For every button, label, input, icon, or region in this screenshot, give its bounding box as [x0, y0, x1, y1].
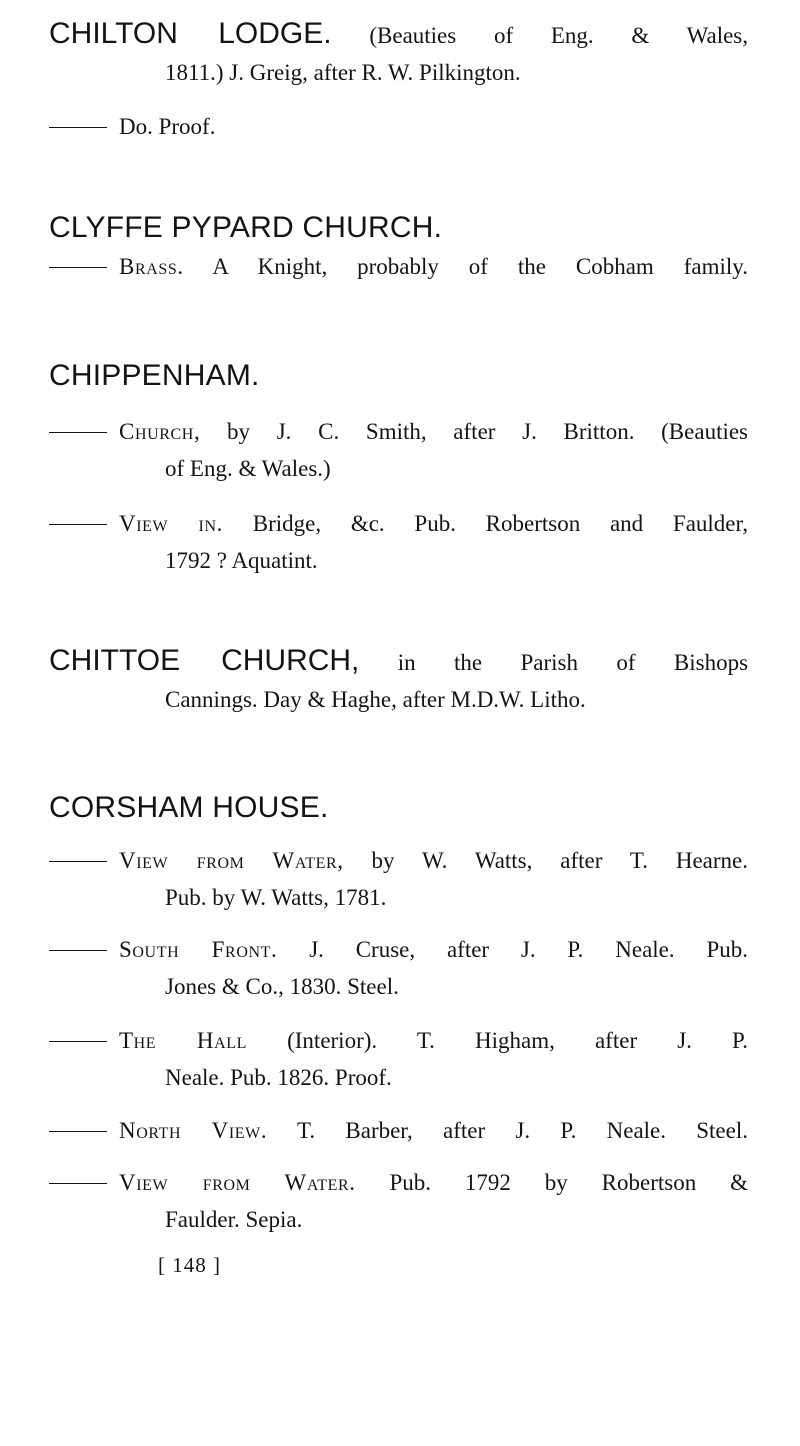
ditto-dash [49, 432, 107, 433]
entry-line [49, 842, 748, 879]
entry-text: T. Barber, after J. P. Neale. Steel. [297, 1118, 748, 1143]
entry [49, 842, 748, 916]
entry-continuation: of Eng. & Wales.) [165, 456, 331, 481]
entry-text: (Interior). T. Higham, after J. P. [287, 1028, 749, 1053]
heading-line [49, 642, 748, 681]
heading-line [49, 15, 748, 54]
entry-label: Brass. [119, 254, 184, 279]
ditto-dash [49, 267, 107, 268]
entry-continuation: 1792 ? Aquatint. [165, 548, 318, 573]
entry-line [49, 1112, 748, 1149]
entry-label: North View. [119, 1118, 268, 1143]
section-heading: CLYFFE PYPARD CHURCH. [49, 211, 443, 244]
section-heading: CHIPPENHAM. [49, 359, 260, 392]
entry-line [49, 413, 748, 450]
entry [49, 505, 748, 579]
ditto-dash [49, 950, 107, 951]
section-heading: CHILTON LODGE. [49, 17, 332, 50]
entry-continuation: Pub. by W. Watts, 1781. [165, 885, 387, 910]
ditto-dash [49, 127, 107, 128]
entry-text: A Knight, probably of the Cobham family. [212, 254, 749, 279]
ditto-dash [49, 1131, 107, 1132]
ditto-dash [49, 1183, 107, 1184]
heading-tail-continuation: 1811.) J. Greig, after R. W. Pilkington. [165, 60, 521, 85]
section-chittoe-church [49, 642, 748, 718]
entry-text: Bridge, &c. Pub. Robertson and Faulder, [252, 511, 749, 536]
ditto-dash [49, 1041, 107, 1042]
entry [49, 413, 748, 487]
entry [49, 108, 748, 145]
entry-line [49, 931, 748, 968]
entry-text: Do. Proof. [119, 114, 216, 139]
entry-label: View in. [119, 511, 223, 536]
ditto-dash [49, 524, 107, 525]
entry-continuation: Faulder. Sepia. [165, 1207, 303, 1232]
ditto-dash [49, 861, 107, 862]
entry-label: View from Water. [119, 1170, 356, 1195]
entry-line [49, 1164, 748, 1201]
page-number: [ 148 ] [158, 1253, 221, 1277]
entry-line [49, 505, 748, 542]
entry-continuation: Jones & Co., 1830. Steel. [165, 974, 399, 999]
entry-line [49, 1022, 748, 1059]
entry-continuation: Neale. Pub. 1826. Proof. [165, 1065, 392, 1090]
entry [49, 248, 748, 285]
heading-tail-continuation: Cannings. Day & Haghe, after M.D.W. Litho. [165, 687, 586, 712]
section-heading: CORSHAM HOUSE. [49, 791, 329, 824]
entry-text: Pub. 1792 by Robertson & [389, 1170, 749, 1195]
entry-label: Church, [119, 419, 201, 444]
section-chilton-lodge [49, 15, 748, 91]
entry-text: J. Cruse, after J. P. Neale. Pub. [309, 937, 748, 962]
entry-text: by W. Watts, after T. Hearne. [371, 848, 749, 873]
heading-tail: in the Parish of Bishops [397, 650, 749, 675]
entry [49, 931, 748, 1005]
heading-tail: (Beauties of Eng. & Wales, [369, 23, 749, 48]
entry [49, 1112, 748, 1149]
entry-text: by J. C. Smith, after J. Britton. (Beauties [227, 419, 749, 444]
entry [49, 1022, 748, 1096]
entry-label: View from Water, [119, 848, 344, 873]
entry-label: South Front. [119, 937, 278, 962]
entry-line [49, 108, 748, 145]
entry [49, 1164, 748, 1238]
entry-label: The Hall [119, 1028, 247, 1053]
entry-line [49, 248, 748, 285]
section-heading: CHITTOE CHURCH, [49, 644, 360, 677]
